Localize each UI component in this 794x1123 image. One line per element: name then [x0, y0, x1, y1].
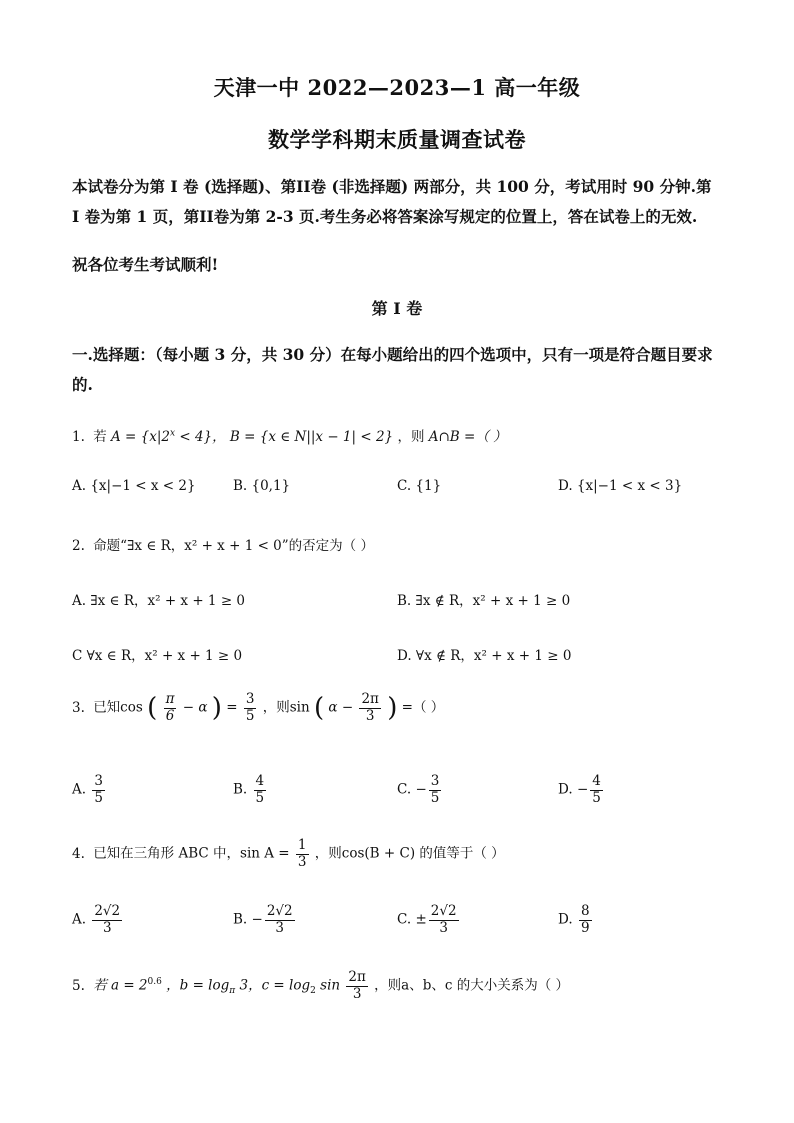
question-ask: A∩B =（ ） [428, 429, 507, 445]
option-2c: C ∀x ∈ R，x² + x + 1 ≥ 0 [72, 648, 243, 664]
section-title: 第 I 卷 [371, 299, 423, 318]
option-1b: B. {0,1} [233, 478, 291, 494]
question-text: =（ ） [401, 699, 445, 716]
expression: 若 a = 2 [93, 977, 148, 994]
question-3 [72, 692, 444, 724]
exam-instructions: 本试卷分为第 I 卷 (选择题)、第II卷 (非选择题) 两部分，共 100 分，考试用时 90 分钟.第 I 卷为第 1 页，第II卷为第 2-3 页.考生务必将答案涂写规定的位置上，答在试卷上的无效. [72, 177, 712, 226]
set-a-tail: < 4}， [175, 429, 226, 445]
fraction: $\frac{\pi}{6}$ [165, 691, 175, 724]
question-number: 2. [72, 538, 85, 554]
expression: 3，c = log [239, 977, 311, 994]
question-2 [72, 534, 374, 554]
question-5 [72, 970, 569, 1002]
exam-title: 天津一中 2022—2023—1 高一年级 [213, 75, 581, 100]
question-number: 3. [72, 699, 85, 716]
set-b: B = {x ∈ N||x − 1| < 2} [229, 429, 394, 445]
fraction: $\frac{3}{5}$ [245, 691, 255, 724]
exponent: 0.6 [147, 977, 162, 988]
question-text: 已知cos [93, 699, 143, 716]
set-a: A = {x|2 [110, 429, 170, 445]
question-number: 5. [72, 977, 85, 994]
exam-subtitle: 数学学科期末质量调查试卷 [268, 127, 526, 152]
option-4a: A. $\frac{2√2}{3}$ [72, 903, 121, 936]
question-text: ，则cos(B + C) 的值等于（ ） [314, 845, 505, 862]
expression: sin [320, 977, 341, 994]
question-text: ，则a、b、c 的大小关系为（ ） [374, 977, 570, 994]
question-text: ，则sin [262, 699, 310, 716]
question-text: 已知在三角形 ABC 中，sin A = [93, 845, 290, 862]
question-text: 若 [93, 429, 107, 445]
fraction: $\frac{1}{3}$ [297, 837, 307, 870]
option-3c: C. − $\frac{3}{5}$ [397, 773, 440, 806]
part-title: 一.选择题：（每小题 3 分，共 30 分）在每小题给出的四个选项中，只有一项是符合题目要求的. [72, 345, 713, 394]
option-3a: A. $\frac{3}{5}$ [72, 773, 103, 806]
option-3d: D. − $\frac{4}{5}$ [558, 773, 601, 806]
option-1a: A. {x|−1 < x < 2} [72, 478, 196, 494]
option-4c: C. ± $\frac{2√2}{3}$ [397, 903, 457, 936]
fraction: $\frac{2\pi}{3}$ [348, 969, 366, 1002]
right-paren: ) [211, 693, 222, 724]
expression: − α [182, 699, 208, 716]
left-paren: ( [313, 693, 325, 724]
option-2a: A. ∃x ∈ R，x² + x + 1 ≥ 0 [72, 593, 246, 609]
question-4 [72, 838, 505, 870]
subscript: π [229, 986, 236, 997]
question-number: 1. [72, 429, 85, 445]
question-number: 4. [72, 845, 85, 862]
question-text: 命题“∃x ∈ R，x² + x + 1 < 0”的否定为（ ） [93, 538, 374, 554]
question-text: ，则 [397, 429, 425, 445]
option-3b: B. $\frac{4}{5}$ [233, 773, 265, 806]
good-luck-note: 祝各位考生考试顺利! [72, 255, 219, 274]
question-1 [72, 425, 507, 445]
left-paren: ( [147, 693, 158, 724]
option-2d: D. ∀x ∉ R，x² + x + 1 ≥ 0 [397, 648, 572, 664]
option-4b: B. − $\frac{2√2}{3}$ [233, 903, 293, 936]
equals-sign: = [226, 699, 238, 716]
option-4d: D. $\frac{8}{9}$ [558, 903, 590, 936]
subscript: 2 [310, 986, 316, 997]
option-2b: B. ∃x ∉ R，x² + x + 1 ≥ 0 [397, 593, 571, 609]
expression: ，b = log [166, 977, 230, 994]
exponent: x [169, 428, 176, 439]
option-1c: C. {1} [397, 478, 442, 494]
right-paren: ) [387, 693, 398, 724]
fraction: $\frac{2\pi}{3}$ [361, 691, 379, 724]
option-1d: D. {x|−1 < x < 3} [558, 478, 683, 494]
expression: α − [328, 699, 354, 716]
